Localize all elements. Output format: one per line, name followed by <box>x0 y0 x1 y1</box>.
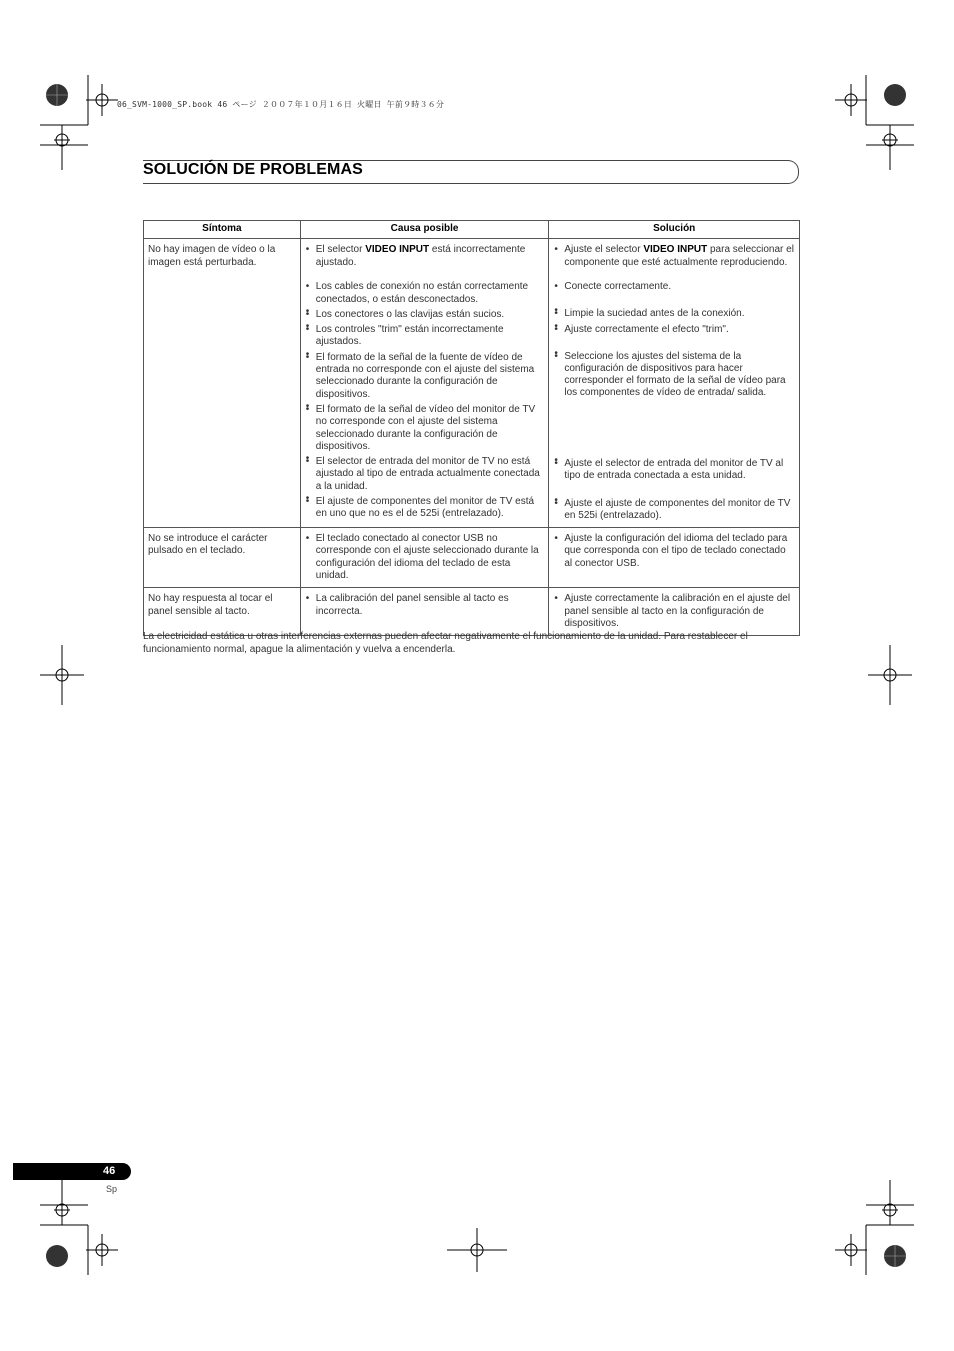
cause-item: • El ajuste de componentes del monitor de TV está en uno que no es el de 525i (entrelazado). <box>305 496 545 521</box>
solution-cell <box>549 528 800 588</box>
page-title: SOLUCIÓN DE PROBLEMAS <box>143 161 363 178</box>
solution-item: • Limpie la suciedad antes de la conexión. <box>553 308 795 320</box>
solution-item: • Ajuste el ajuste de componentes del monitor de TV en 525i (entrelazado). <box>553 498 795 523</box>
page-language: Sp <box>106 1184 118 1194</box>
cause-item: • El selector de entrada del monitor de TV no está ajustado al tipo de entrada actualmente conectada a la unidad. <box>305 456 545 493</box>
cause-item: • El formato de la señal de la fuente de vídeo de entrada no corresponde con el ajuste del sistema seleccionado durante la configuración de dispositivos. <box>305 352 545 401</box>
header-solution: Solución <box>549 221 800 239</box>
cause-item: • La calibración del panel sensible al tacto es incorrecta. <box>305 593 545 618</box>
table-row <box>144 239 800 528</box>
symptom-cell: No hay respuesta al tocar el panel sensible al tacto. <box>144 588 301 636</box>
solution-item: • Ajuste correctamente el efecto "trim". <box>553 324 795 348</box>
header-cause: Causa posible <box>300 221 549 239</box>
solution-cell <box>549 588 800 636</box>
table-row <box>144 588 800 636</box>
cause-item: • El teclado conectado al conector USB no corresponde con el ajuste seleccionado durante la configuración del idioma del teclado de esta unidad. <box>305 533 545 582</box>
solution-cell <box>549 239 800 528</box>
page-number: 46 <box>103 1165 116 1177</box>
solution-item: • Ajuste el selector de entrada del monitor de TV al tipo de entrada conectada a esta unidad. <box>553 458 795 495</box>
cause-cell <box>300 588 549 636</box>
print-header: 06_SVM-1000_SP.book 46 ページ ２００７年１０月１６日 火曜日 午前９時３６分 <box>117 100 445 109</box>
cause-cell <box>300 528 549 588</box>
cause-item: • El selector VIDEO INPUT está incorrectamente ajustado. <box>305 244 545 281</box>
footnote: La electricidad estática u otras interferencias externas pueden afectar negativamente el funcionamiento de la unidad. Para restablecer el funcionamiento normal, apague la alimentación y vuelva a encenderla. <box>143 631 748 655</box>
solution-item: • Seleccione los ajustes del sistema de la configuración de dispositivos para hacer corresponder el formato de la señal de vídeo para los componentes de vídeo de entrada/ salida. <box>553 351 795 455</box>
solution-item: • Ajuste el selector VIDEO INPUT para seleccionar el componente que esté actualmente reproduciendo. <box>553 244 795 281</box>
solution-item: • Ajuste correctamente la calibración en el ajuste del panel sensible al tacto en la configuración de dispositivos. <box>553 593 795 630</box>
troubleshooting-table <box>143 220 800 636</box>
solution-item: • Conecte correctamente. <box>553 281 795 305</box>
cause-cell <box>300 239 549 528</box>
header-symptom: Síntoma <box>144 221 301 239</box>
cause-item: • Los cables de conexión no están correctamente conectados, o están desconectados. <box>305 281 545 306</box>
solution-item: • Ajuste la configuración del idioma del teclado para que corresponda con el tipo de teclado conectado al conector USB. <box>553 533 795 570</box>
cause-item: • Los controles "trim" están incorrectamente ajustados. <box>305 324 545 349</box>
symptom-cell: No hay imagen de vídeo o la imagen está perturbada. <box>144 239 301 528</box>
cause-item: • El formato de la señal de vídeo del monitor de TV no corresponde con el ajuste del sistema seleccionado durante la configuración de dispositivos. <box>305 404 545 453</box>
table-row <box>144 528 800 588</box>
cause-item: • Los conectores o las clavijas están sucios. <box>305 309 545 321</box>
symptom-cell: No se introduce el carácter pulsado en el teclado. <box>144 528 301 588</box>
table-header-row <box>144 221 800 239</box>
